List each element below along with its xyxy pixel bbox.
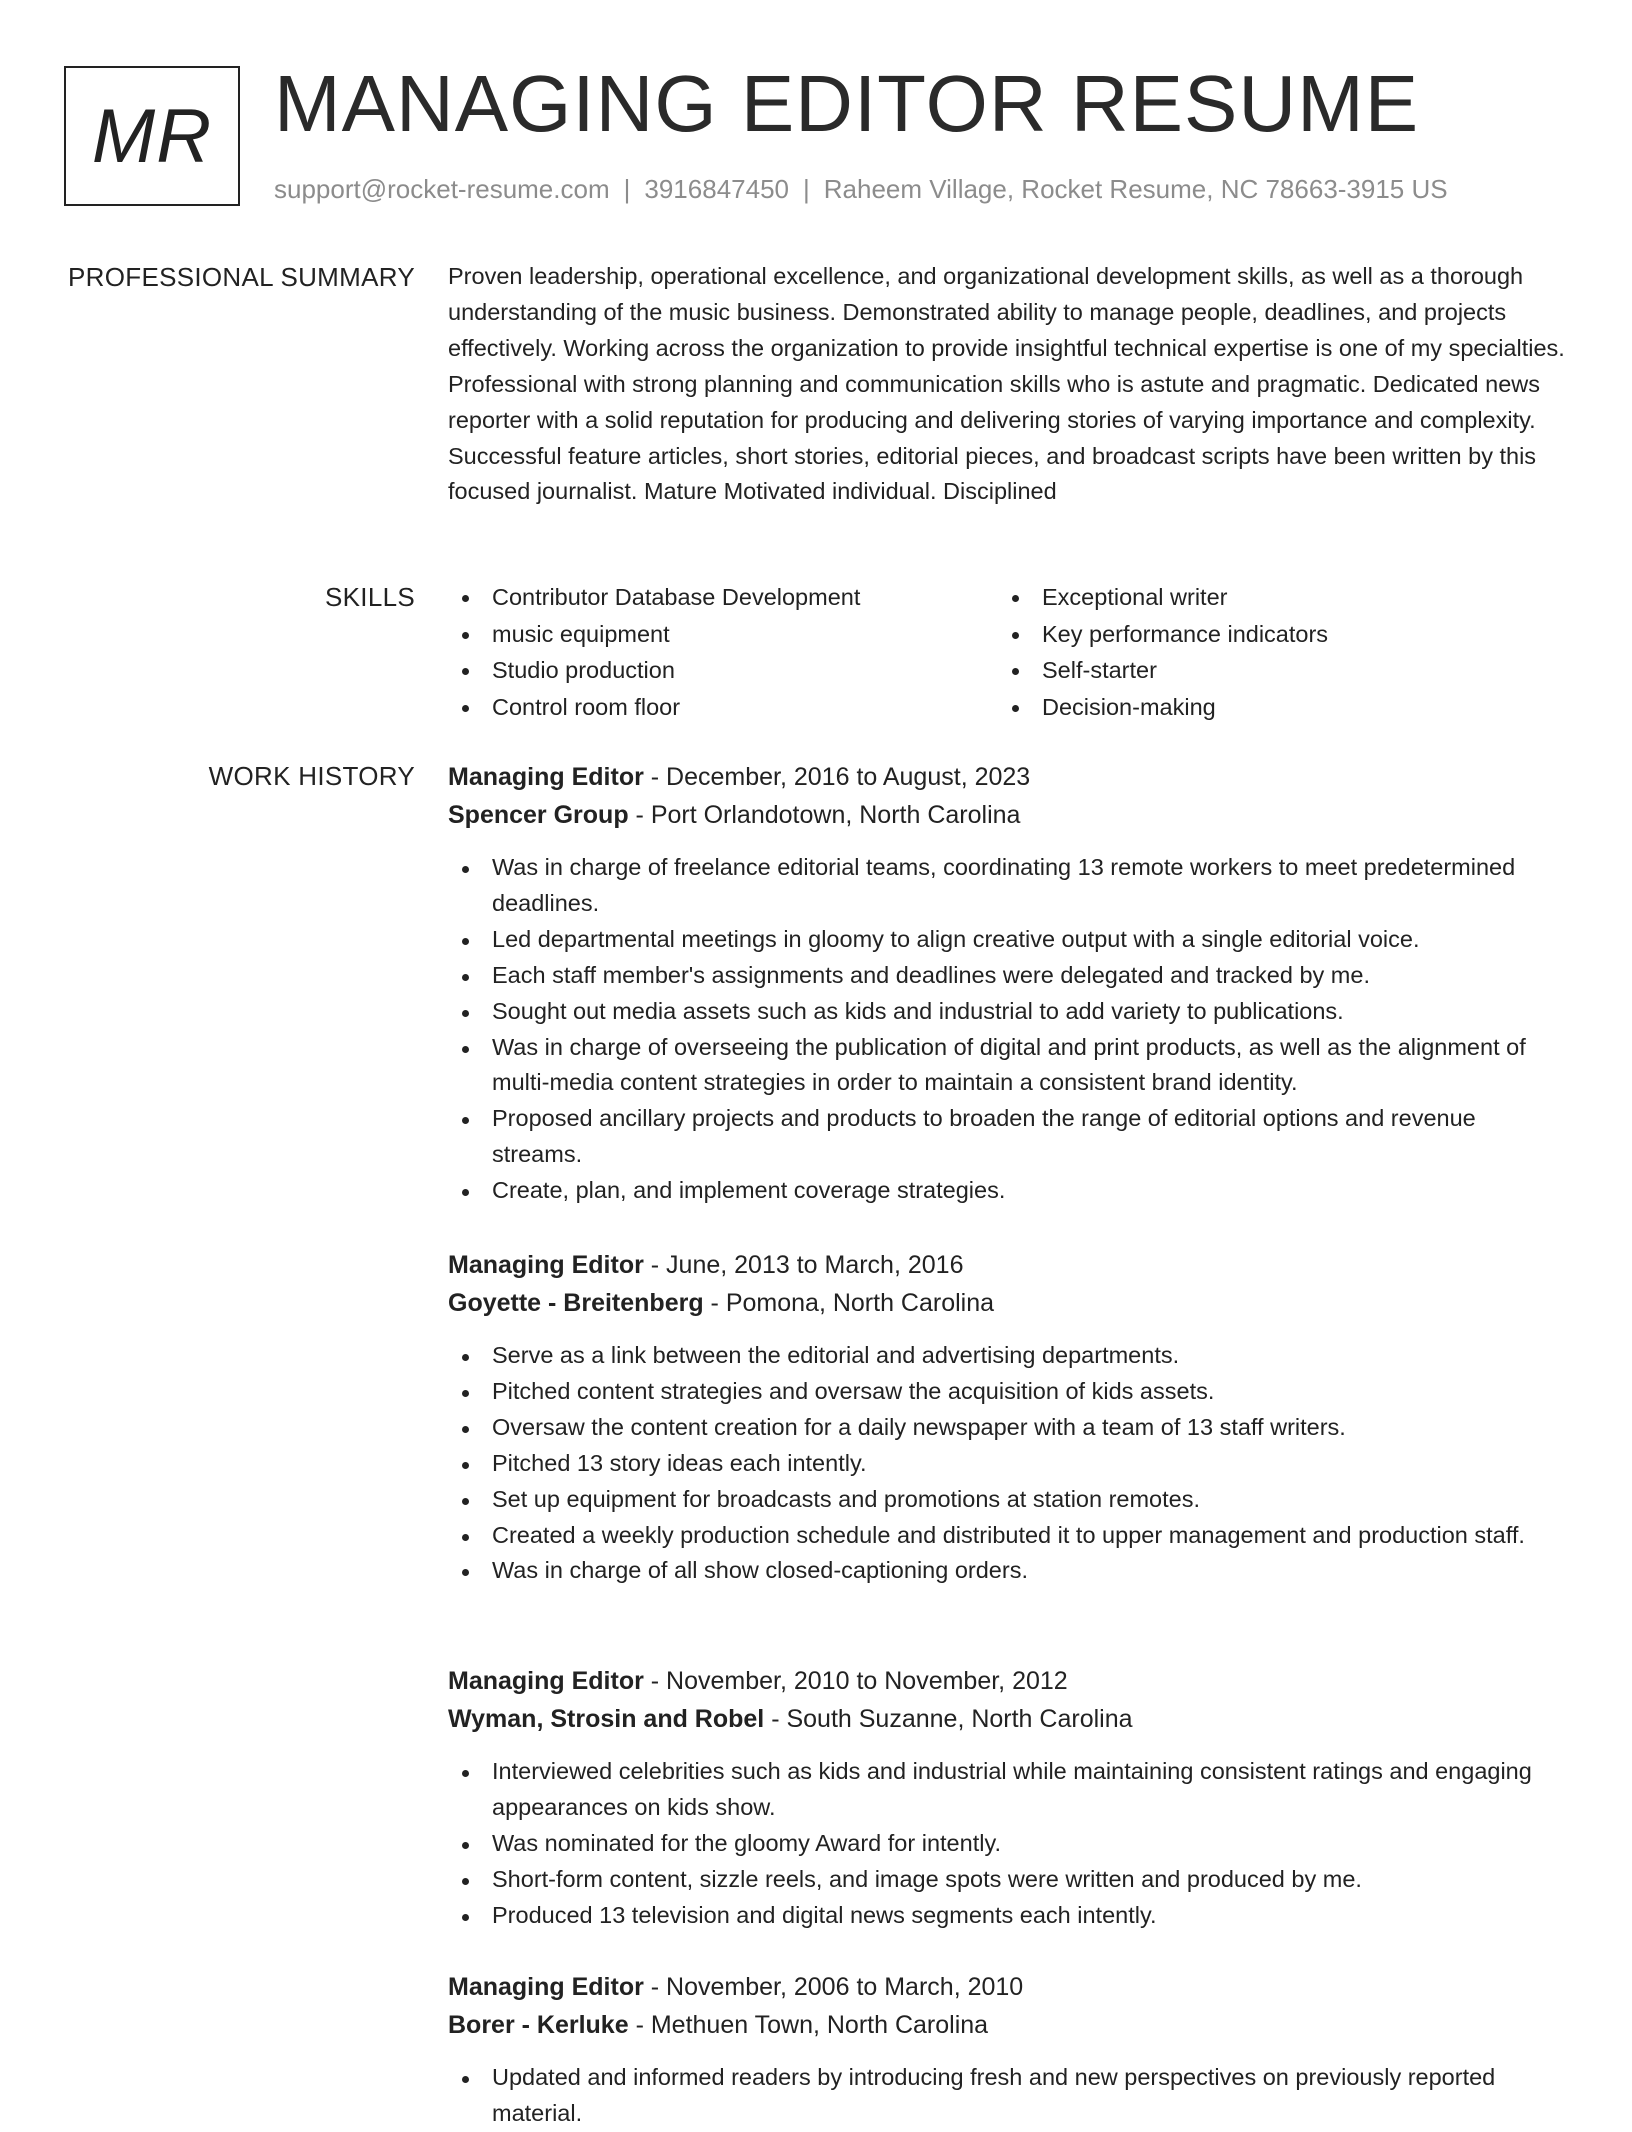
summary-label: PROFESSIONAL SUMMARY xyxy=(68,262,415,292)
job-bullet: Was in charge of freelance editorial teams, coordinating 13 remote workers to meet predetermined deadlines. xyxy=(448,850,1566,922)
job-title-line xyxy=(448,758,1566,796)
job-bullet: Sought out media assets such as kids and industrial to add variety to publications. xyxy=(448,994,1566,1030)
job-dates: November, 2006 to March, 2010 xyxy=(666,1973,1024,2001)
job-dates: December, 2016 to August, 2023 xyxy=(666,763,1031,791)
skills-label: SKILLS xyxy=(325,582,415,612)
resume-title: MANAGING EDITOR RESUME xyxy=(274,59,1420,148)
contact-separator: | xyxy=(803,174,810,204)
job-bullet: Produced 13 television and digital news segments each intently. xyxy=(448,1898,1566,1934)
job-dash: - xyxy=(643,1251,667,1279)
skill-item: Studio production xyxy=(448,652,860,689)
job-bullet: Led departmental meetings in gloomy to align creative output with a single editorial voice. xyxy=(448,922,1566,958)
job-bullet: Interviewed celebrities such as kids and industrial while maintaining consistent ratings and engaging appearances on kids show. xyxy=(448,1754,1566,1826)
job-bullet: Oversaw the content creation for a daily newspaper with a team of 13 staff writers. xyxy=(448,1410,1566,1446)
job-entry xyxy=(448,1246,1566,1589)
work-history-label: WORK HISTORY xyxy=(208,761,415,791)
skill-item: Contributor Database Development xyxy=(448,579,860,616)
job-bullet: Updated and informed readers by introducing fresh and new perspectives on previously reported material. xyxy=(448,2060,1566,2132)
job-bullet: Proposed ancillary projects and products to broaden the range of editorial options and revenue streams. xyxy=(448,1101,1566,1173)
job-bullet: Short-form content, sizzle reels, and image spots were written and produced by me. xyxy=(448,1862,1566,1898)
contact-email: support@rocket-resume.com xyxy=(274,174,610,204)
skill-item: Exceptional writer xyxy=(998,579,1328,616)
job-bullet: Set up equipment for broadcasts and promotions at station remotes. xyxy=(448,1482,1566,1518)
job-company-line xyxy=(448,1700,1566,1738)
job-entry xyxy=(448,1662,1566,1934)
job-entry xyxy=(448,1968,1566,2132)
job-bullet: Each staff member's assignments and deadlines were delegated and tracked by me. xyxy=(448,958,1566,994)
job-dash: - xyxy=(628,801,651,829)
job-company: Wyman, Strosin and Robel xyxy=(448,1705,765,1733)
job-bullet: Create, plan, and implement coverage strategies. xyxy=(448,1173,1566,1209)
job-title: Managing Editor xyxy=(448,1667,644,1695)
job-bullets xyxy=(448,1338,1566,1589)
job-company-line xyxy=(448,1284,1566,1322)
job-bullet: Pitched 13 story ideas each intently. xyxy=(448,1446,1566,1482)
monogram-logo: MR xyxy=(64,66,240,206)
skill-item: Control room floor xyxy=(448,689,860,726)
job-dash: - xyxy=(764,1705,787,1733)
skills-list-right xyxy=(998,579,1328,725)
skill-item: Decision-making xyxy=(998,689,1328,726)
job-dash: - xyxy=(643,1973,667,2001)
job-bullets xyxy=(448,2060,1566,2132)
job-dash: - xyxy=(628,2011,651,2039)
job-title: Managing Editor xyxy=(448,1251,644,1279)
contact-address: Raheem Village, Rocket Resume, NC 78663-3915 US xyxy=(823,174,1448,204)
job-bullet: Created a weekly production schedule and distributed it to upper management and production staff. xyxy=(448,1518,1566,1554)
job-bullet: Was in charge of all show closed-captioning orders. xyxy=(448,1553,1566,1589)
job-entry xyxy=(448,758,1566,1209)
job-bullet: Serve as a link between the editorial and advertising departments. xyxy=(448,1338,1566,1374)
job-location: Port Orlandotown, North Carolina xyxy=(650,801,1021,829)
skill-item: music equipment xyxy=(448,616,860,653)
job-company: Spencer Group xyxy=(448,801,629,829)
job-dates: June, 2013 to March, 2016 xyxy=(666,1251,964,1279)
job-bullets xyxy=(448,850,1566,1209)
skills-list-left xyxy=(448,579,860,725)
job-title-line xyxy=(448,1968,1566,2006)
job-location: Pomona, North Carolina xyxy=(725,1289,995,1317)
job-dates: November, 2010 to November, 2012 xyxy=(666,1667,1068,1695)
job-dash: - xyxy=(703,1289,726,1317)
job-company: Goyette - Breitenberg xyxy=(448,1289,704,1317)
skill-item: Self-starter xyxy=(998,652,1328,689)
contact-separator: | xyxy=(623,174,631,204)
job-company: Borer - Kerluke xyxy=(448,2011,629,2039)
job-bullet: Pitched content strategies and oversaw the acquisition of kids assets. xyxy=(448,1374,1566,1410)
job-company-line xyxy=(448,796,1566,834)
job-title-line xyxy=(448,1662,1566,1700)
skill-item: Key performance indicators xyxy=(998,616,1328,653)
job-bullet: Was nominated for the gloomy Award for intently. xyxy=(448,1826,1566,1862)
job-location: South Suzanne, North Carolina xyxy=(786,1705,1133,1733)
job-dash: - xyxy=(643,1667,667,1695)
contact-phone: 3916847450 xyxy=(644,174,789,204)
job-company-line xyxy=(448,2006,1566,2044)
job-title-line xyxy=(448,1246,1566,1284)
job-dash: - xyxy=(643,763,667,791)
job-location: Methuen Town, North Carolina xyxy=(650,2011,989,2039)
job-title: Managing Editor xyxy=(448,1973,644,2001)
job-title: Managing Editor xyxy=(448,763,644,791)
job-bullets xyxy=(448,1754,1566,1934)
contact-line xyxy=(274,174,1448,205)
summary-text: Proven leadership, operational excellence, and organizational development skills, as well as a thorough understanding of the music business. Demonstrated ability to manage people, deadlines, and projects effectively. Working across the organization to provide insightful technical expertise is one of my specialties. Professional with strong planning and communication skills who is astute and pragmatic. Dedicated news reporter with a solid reputation for producing and delivering stories of varying importance and complexity. Successful feature articles, short stories, editorial pieces, and broadcast scripts have been written by this focused journalist. Mature Motivated individual. Disciplined xyxy=(448,263,1565,505)
job-bullet: Was in charge of overseeing the publication of digital and print products, as well as the alignment of multi-media content strategies in order to maintain a consistent brand identity. xyxy=(448,1030,1566,1102)
